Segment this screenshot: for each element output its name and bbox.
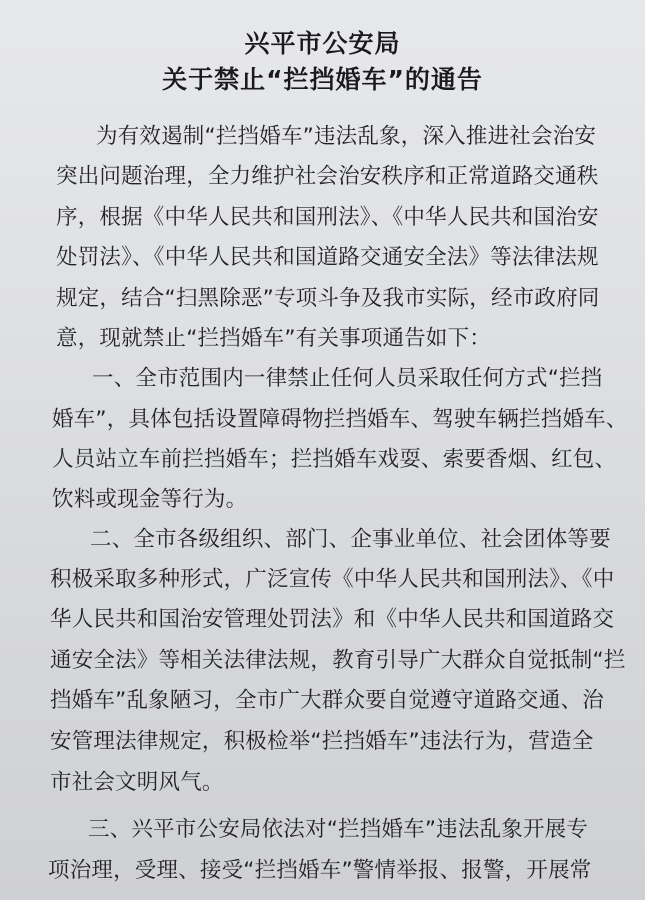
section-two-line: 通安全法》等相关法律法规，教育引导广大群众自觉抵制“拦 <box>50 648 626 673</box>
section-one-line: 饮料或现金等行为。 <box>52 487 248 512</box>
section-two-line: 积极采取多种形式，广泛宣传《中华人民共和国刑法》、《中 <box>50 567 615 592</box>
section-two-line: 挡婚车”乱象陋习，全市广大群众要自觉遵守道路交通、治 <box>50 688 604 713</box>
paragraph-line: 处罚法》、《中华人民共和国道路交通安全法》等法律法规 <box>56 245 599 270</box>
document-title-issuer: 兴平市公安局 <box>244 29 401 58</box>
section-one-line: 一、全市范围内一律禁止任何人员采取任何方式“拦挡 <box>92 366 603 391</box>
section-one-line: 婚车”，具体包括设置障碍物拦挡婚车、驾驶车辆拦挡婚车、 <box>52 407 628 432</box>
paragraph-line: 意，现就禁止“拦挡婚车”有关事项通告如下： <box>56 326 491 351</box>
section-two-line: 华人民共和国治安管理处罚法》和《中华人民共和国道路交 <box>50 607 615 632</box>
paragraph-line: 序，根据《中华人民共和国刑法》、《中华人民共和国治安 <box>56 205 599 230</box>
document-title-subject: 关于禁止“拦挡婚车”的通告 <box>162 65 483 94</box>
paragraph-line: 突出问题治理，全力维护社会治安秩序和正常道路交通秩 <box>56 164 599 189</box>
paragraph-line: 规定，结合“扫黑除恶”专项斗争及我市实际，经市政府同 <box>56 286 600 311</box>
section-one-line: 人员站立车前拦挡婚车；拦挡婚车戏耍、索要香烟、红包、 <box>52 447 617 472</box>
section-two-line: 市社会文明风气。 <box>50 770 224 795</box>
section-three-line: 三、兴平市公安局依法对“拦挡婚车”违法乱象开展专 <box>88 817 589 842</box>
paragraph-line: 为有效遏制“拦挡婚车”违法乱象，深入推进社会治安 <box>96 124 597 149</box>
section-two-line: 二、全市各级组织、部门、企事业单位、社会团体等要 <box>90 527 611 552</box>
section-two-line: 安管理法律规定，积极检举“拦挡婚车”违法行为，营造全 <box>50 729 594 754</box>
section-three-line: 项治理，受理、接受“拦挡婚车”警情举报、报警，开展常 <box>48 858 592 883</box>
